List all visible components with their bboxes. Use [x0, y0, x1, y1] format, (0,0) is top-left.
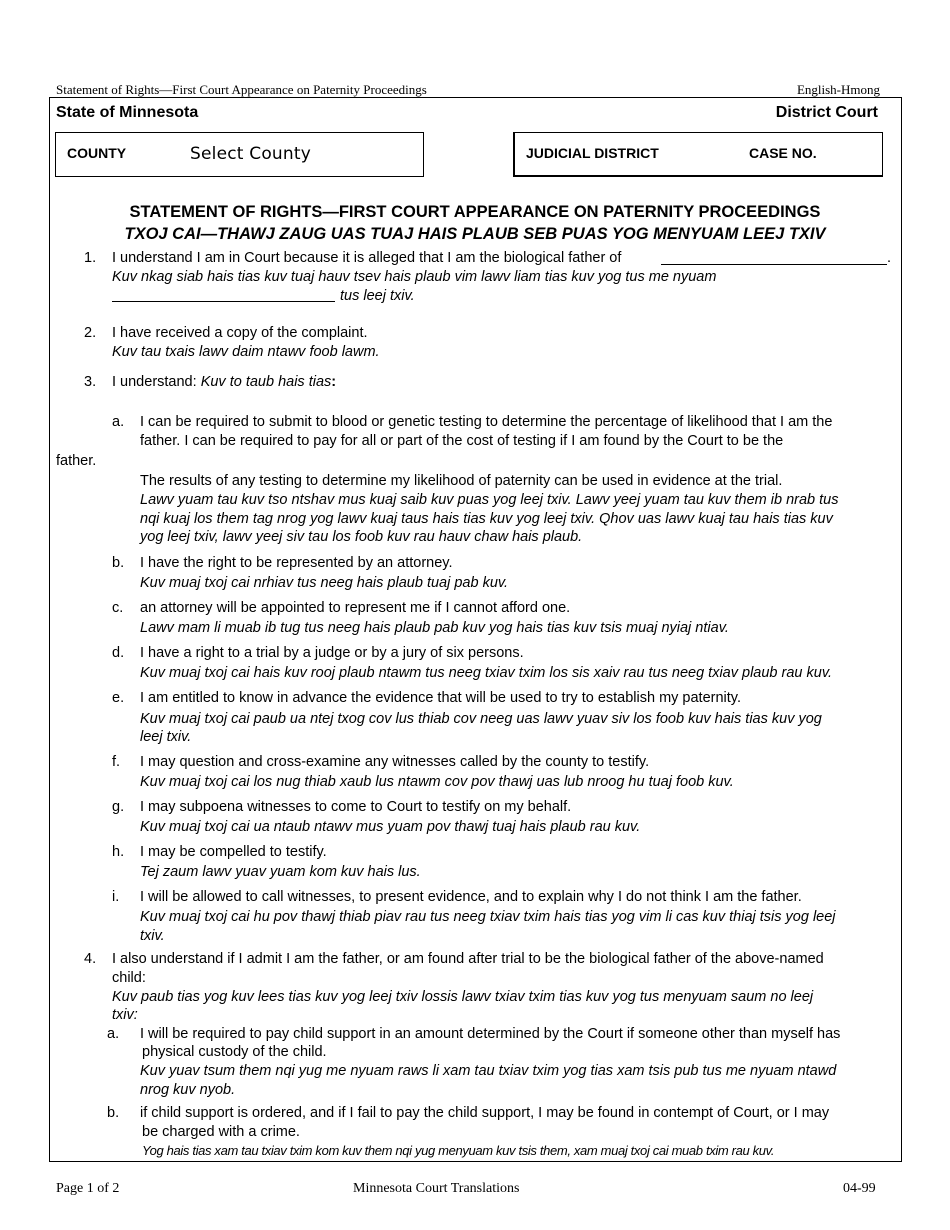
item-3a-hmong-line2: nqi kuaj los them tag nrog yog lawv kuaj taus hais tias kuv yog leej txiv. Qhov uas lawv kuaj tau hais tias kuv	[140, 511, 833, 527]
item-3f-english: I may question and cross-examine any witnesses called by the county to testify.	[140, 754, 650, 770]
item-1-hmong-line1: Kuv nkag siab hais tias kuv tuaj hauv tsev hais plaub vim lawv liam tias kuv yog tus me nyuam	[112, 269, 717, 285]
footer-translations: Minnesota Court Translations	[353, 1181, 520, 1196]
item-3i-hmong-line2: txiv.	[140, 928, 165, 944]
item-3a-letter: a.	[112, 414, 125, 430]
item-3c-letter: c.	[112, 600, 124, 616]
item-3h-english: I may be compelled to testify.	[140, 844, 327, 860]
item-3e-english: I am entitled to know in advance the evidence that will be used to try to establish my paternity.	[140, 690, 741, 706]
item-3f-hmong: Kuv muaj txoj cai los nug thiab xaub lus ntawm cov pov thawj uas lub nroog hu tuaj foob kuv.	[140, 774, 734, 790]
item-4-number: 4.	[84, 951, 97, 967]
item-4b-english-line1: if child support is ordered, and if I fail to pay the child support, I may be found in contempt of Court, or I may	[140, 1105, 830, 1121]
item-3e-letter: e.	[112, 690, 125, 706]
item-4b-hmong: Yog hais tias xam tau txiav txim kom kuv them nqi yug menyuam kuv tsis them, xam muaj txoj cai muab txim rau kuv.	[142, 1143, 775, 1158]
item-4-hmong-line1: Kuv paub tias yog kuv lees tias kuv yog leej txiv lossis lawv txiav txim tias kuv yog tus menyuam saum no leej	[112, 989, 814, 1005]
item-3-number: 3.	[84, 374, 97, 390]
item-3g-english: I may subpoena witnesses to come to Court to testify on my behalf.	[140, 799, 572, 815]
item-4a-hmong-line1: Kuv yuav tsum them nqi yug me nyuam raws li xam tau txiav txim yog tias xam tsis pub tus me nyuam ntawd	[140, 1063, 837, 1079]
item-2-english: I have received a copy of the complaint.	[112, 325, 368, 341]
item-3a-english-line1: I can be required to submit to blood or genetic testing to determine the percentage of likelihood that I am the	[140, 414, 833, 430]
item-4-english-line1: I also understand if I admit I am the father, or am found after trial to be the biological father of the above-named	[112, 951, 824, 967]
item-2-hmong: Kuv tau txais lawv daim ntawv foob lawm.	[112, 344, 380, 360]
state-label: State of Minnesota	[56, 104, 199, 121]
county-label: COUNTY	[67, 145, 127, 161]
item-3a-english-line3: father.	[56, 453, 97, 469]
item-3d-letter: d.	[112, 645, 125, 661]
item-3f-letter: f.	[112, 754, 121, 770]
case-number-label: CASE NO.	[749, 145, 817, 161]
item-3e-hmong-line1: Kuv muaj txoj cai paub ua ntej txog cov lus thiab cov neeg uas lawv yuav siv los foob kuv hais tias kuv yog	[140, 711, 822, 727]
item-3a-english-line4: The results of any testing to determine my likelihood of paternity can be used in evidence at the trial.	[140, 473, 783, 489]
item-3b-letter: b.	[112, 555, 125, 571]
item-4-hmong-line2: txiv:	[112, 1007, 138, 1023]
item-2-number: 2.	[84, 325, 97, 341]
item-3a-hmong-line1: Lawv yuam tau kuv tso ntshav mus kuaj saib kuv puas yog leej txiv. Lawv yeej yuam tau kuv them ib nrab tus	[140, 492, 839, 508]
item-4b-english-line2: be charged with a crime.	[142, 1124, 300, 1140]
item-3b-english: I have the right to be represented by an attorney.	[140, 555, 453, 571]
item-3-hmong: Kuv to taub hais tias	[200, 374, 332, 390]
running-header-language: English-Hmong	[796, 82, 880, 97]
item-3e-hmong-line2: leej txiv.	[140, 729, 192, 745]
father-of-blank[interactable]	[661, 264, 887, 265]
item-1-period: .	[887, 250, 892, 266]
item-4b-letter: b.	[107, 1105, 120, 1121]
item-3h-hmong: Tej zaum lawv yuav yuam kom kuv hais lus.	[140, 864, 421, 880]
item-3-english: I understand:	[112, 374, 197, 390]
item-3-colon: :	[331, 374, 337, 390]
county-select[interactable]: Select County	[190, 144, 311, 164]
item-3d-hmong: Kuv muaj txoj cai hais kuv rooj plaub ntawm tus neeg txiav txim los sis xaiv rau tus neeg txiav plaub rau kuv.	[140, 665, 833, 681]
title-english: STATEMENT OF RIGHTS—FIRST COURT APPEARANCE ON PATERNITY PROCEEDINGS	[129, 203, 821, 221]
item-3-line	[112, 373, 336, 392]
item-1-hmong-line2: tus leej txiv.	[340, 288, 415, 304]
item-3g-hmong: Kuv muaj txoj cai ua ntaub ntawv mus yuam pov thawj tuaj hais plaub rau kuv.	[140, 819, 641, 835]
item-3i-hmong-line1: Kuv muaj txoj cai hu pov thawj thiab piav rau tus neeg txiav txim hais tias yog vim li cas kuv thiaj tsis yog leej	[140, 909, 836, 925]
title-hmong: TXOJ CAI—THAWJ ZAUG UAS TUAJ HAIS PLAUB SEB PUAS YOG MENYUAM LEEJ TXIV	[124, 225, 826, 243]
item-3i-letter: i.	[112, 889, 120, 905]
item-1-english: I understand I am in Court because it is alleged that I am the biological father of	[112, 250, 622, 266]
item-4a-hmong-line2: nrog kuv nyob.	[140, 1082, 236, 1098]
footer-form-code: 04-99	[843, 1181, 876, 1196]
judicial-district-label: JUDICIAL DISTRICT	[526, 145, 659, 161]
item-3c-hmong: Lawv mam li muab ib tug tus neeg hais plaub pab kuv yog hais tias kuv tsis muaj nyiaj ntiav.	[140, 620, 729, 636]
running-header-title: Statement of Rights—First Court Appearance on Paternity Proceedings	[56, 82, 427, 97]
item-3d-english: I have a right to a trial by a judge or by a jury of six persons.	[140, 645, 524, 661]
item-3a-english-line2: father. I can be required to pay for all or part of the cost of testing if I am found by the Court to be the	[140, 433, 784, 449]
item-3c-english: an attorney will be appointed to represent me if I cannot afford one.	[140, 600, 571, 616]
court-label: District Court	[775, 104, 878, 121]
item-4a-letter: a.	[107, 1026, 120, 1042]
item-4a-english-line1: I will be required to pay child support in an amount determined by the Court if someone other than myself has	[140, 1026, 841, 1042]
item-3b-hmong: Kuv muaj txoj cai nrhiav tus neeg hais plaub tuaj pab kuv.	[140, 575, 509, 591]
item-3h-letter: h.	[112, 844, 125, 860]
item-4-english-line2: child:	[112, 970, 146, 986]
item-1-number: 1.	[84, 250, 97, 266]
footer-page-number: Page 1 of 2	[56, 1181, 120, 1196]
item-4a-english-line2: physical custody of the child.	[142, 1044, 327, 1060]
item-3g-letter: g.	[112, 799, 125, 815]
item-3a-hmong-line3: yog leej txiv, lawv yeej siv tau los foob kuv rau hauv chaw hais plaub.	[140, 529, 583, 545]
item-3i-english: I will be allowed to call witnesses, to present evidence, and to explain why I do not think I am the father.	[140, 889, 802, 905]
child-name-blank[interactable]	[112, 301, 335, 302]
